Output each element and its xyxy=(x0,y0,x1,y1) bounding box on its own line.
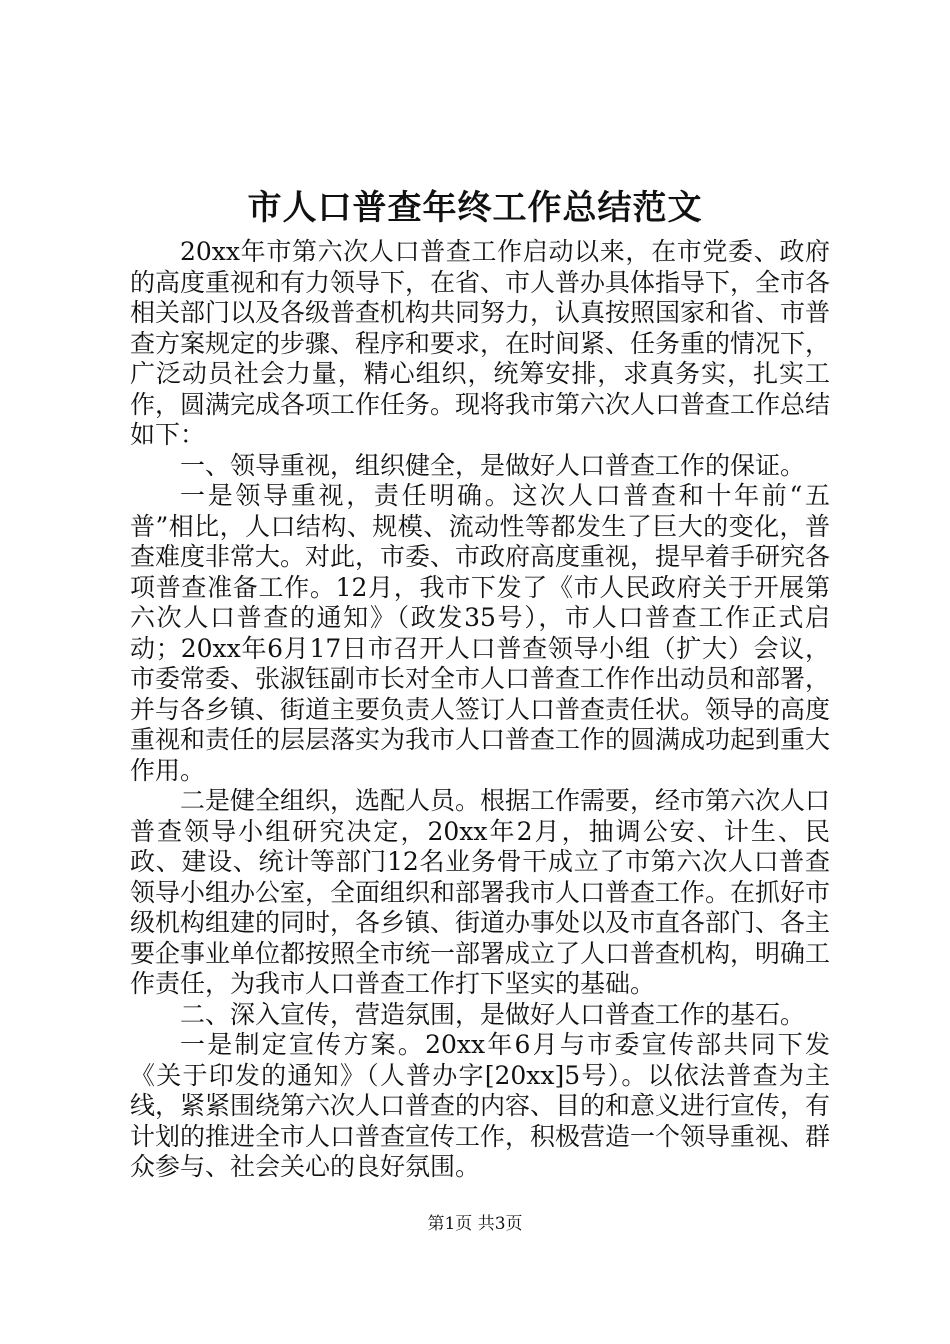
section-heading-2: 二、深入宣传，营造氛围，是做好人口普查工作的基石。 xyxy=(180,999,806,1029)
page-number: 第1页 共3页 xyxy=(427,1214,523,1234)
document-body xyxy=(130,237,830,1183)
section-heading-1: 一、领导重视，组织健全，是做好人口普查工作的保证。 xyxy=(180,450,806,480)
paragraph-organization: 二是健全组织，选配人员。根据工作需要，经市第六次人口普查领导小组研究决定，20xx年2月，抽调公安、计生、民政、建设、统计等部门12名业务骨干成立了市第六次人口普查领导小组办公室，全面组织和部署我市人口普查工作。在抓好市级机构组建的同时，各乡镇、街道办事处以及市直各部门、各主要企事业单位都按照全市统一部署成立了人口普查机构，明确工作责任，为我市人口普查工作打下坚实的基础。 xyxy=(130,786,831,998)
paragraph-publicity: 一是制定宣传方案。20xx年6月与市委宣传部共同下发《关于印发的通知》（人普办字[20xx]5号）。以依法普查为主线，紧紧围绕第六次人口普查的内容、目的和意义进行宣传，有计划的推进全市人口普查宣传工作，积极营造一个领导重视、群众参与、社会关心的良好氛围。 xyxy=(130,1030,831,1181)
document-title: 市人口普查年终工作总结范文 xyxy=(247,188,703,228)
paragraph-intro: 20xx年市第六次人口普查工作启动以来，在市党委、政府的高度重视和有力领导下，在省、市人普办具体指导下，全市各相关部门以及各级普查机构共同努力，认真按照国家和省、市普查方案规定的步骤、程序和要求，在时间紧、任务重的情况下，广泛动员社会力量，精心组织，统筹安排，求真务实，扎实工作，圆满完成各项工作任务。现将我市第六次人口普查工作总结如下： xyxy=(130,237,831,449)
paragraph-leadership: 一是领导重视，责任明确。这次人口普查和十年前“五普”相比，人口结构、规模、流动性等都发生了巨大的变化，普查难度非常大。对此，市委、市政府高度重视，提早着手研究各项普查准备工作。12月，我市下发了《市人民政府关于开展第六次人口普查的通知》（政发35号），市人口普查工作正式启动；20xx年6月17日市召开人口普查领导小组（扩大）会议，市委常委、张淑钰副市长对全市人口普查工作作出动员和部署，并与各乡镇、街道主要负责人签订人口普查责任状。领导的高度重视和责任的层层落实为我市人口普查工作的圆满成功起到重大作用。 xyxy=(130,481,831,785)
